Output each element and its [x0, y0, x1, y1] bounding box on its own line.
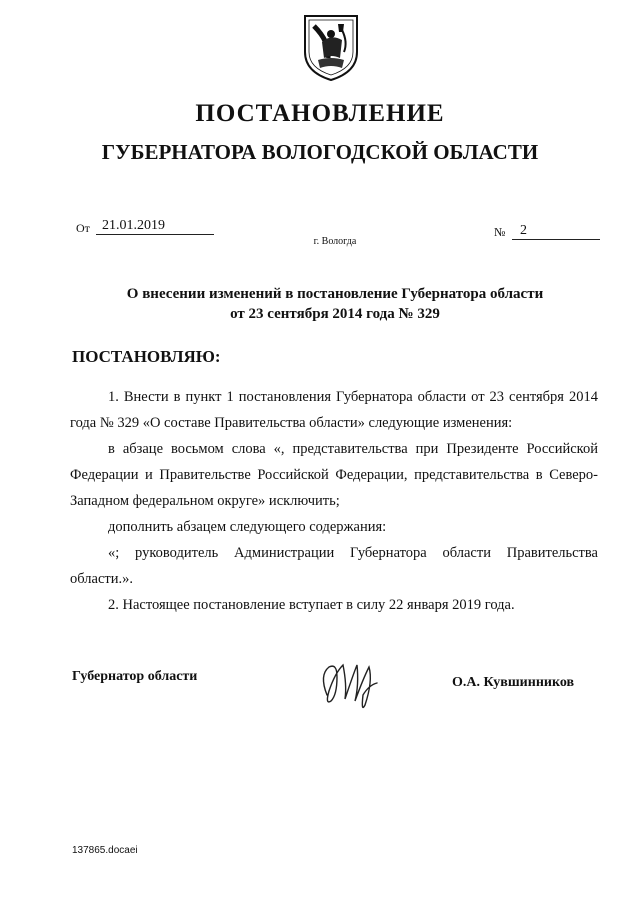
signatory-role: Губернатор области [72, 669, 198, 684]
decree-word: ПОСТАНОВЛЯЮ: [72, 347, 221, 366]
document-subject [0, 284, 640, 324]
city: г. Вологда [313, 236, 357, 247]
subject-line-1: О внесении изменений в постановление Губернатора области [126, 286, 544, 302]
footer-filename: 137865.docaei [72, 845, 138, 856]
document-title: ПОСТАНОВЛЕНИЕ [195, 100, 445, 127]
body-paragraph-3: дополнить абзацем следующего содержания: [108, 519, 387, 535]
number-label: № [494, 225, 506, 239]
body-paragraph-1: 1. Внести в пункт 1 постановления Губернатора области от 23 сентября 2014 года № 329 «О составе Правительства области» следующие изменения: [70, 389, 598, 431]
body-paragraph-5: 2. Настоящее постановление вступает в силу 22 января 2019 года. [108, 597, 515, 613]
handwritten-signature [315, 655, 385, 715]
coat-of-arms-emblem [300, 12, 362, 82]
subject-line-2: от 23 сентября 2014 года № 329 [230, 306, 440, 322]
date-label: От [76, 221, 90, 235]
body-paragraph-2: в абзаце восьмом слова «, представительства при Президенте Российской Федерации и Правительстве Российской Федерации, представительства в Северо-Западном федеральном округе» исключить; [70, 441, 598, 509]
signatory-name: О.А. Кувшинников [452, 675, 575, 690]
body-paragraph-4: «; руководитель Администрации Губернатора области Правительства области.». [70, 545, 598, 587]
document-subtitle: ГУБЕРНАТОРА ВОЛОГОДСКОЙ ОБЛАСТИ [101, 140, 539, 164]
document-body [70, 384, 598, 618]
document-date: 21.01.2019 [96, 217, 214, 235]
document-number: 2 [512, 222, 600, 240]
